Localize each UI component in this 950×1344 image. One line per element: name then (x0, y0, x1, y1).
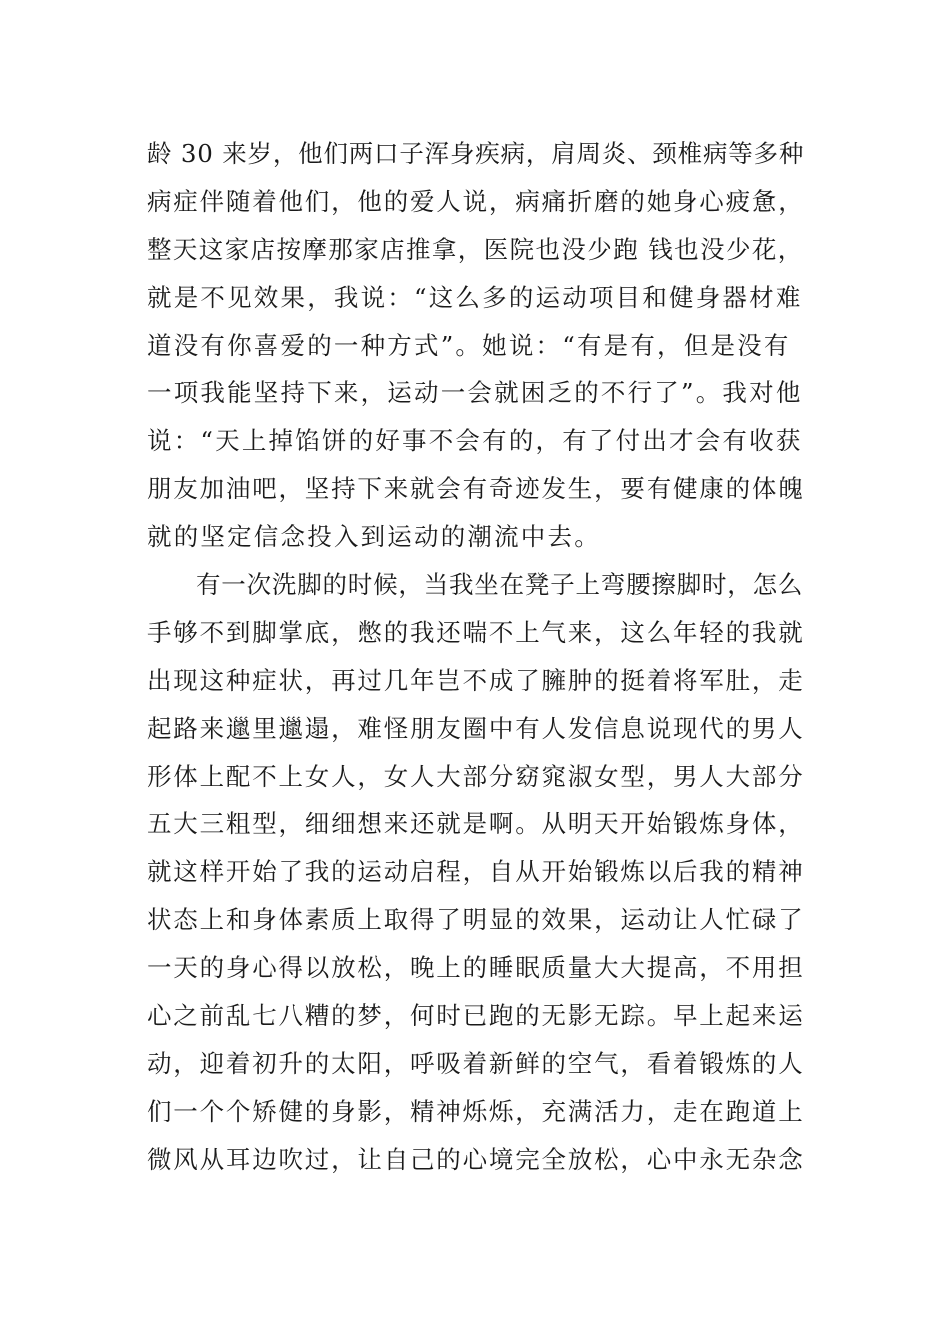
text-line: 整天这家店按摩那家店推拿，医院也没少跑 钱也没少花， (147, 234, 804, 264)
text-line: 道没有你喜爱的一种方式”。她说：“有是有，但是没有 (147, 330, 791, 360)
text-line: 朋友加油吧，坚持下来就会有奇迹发生，要有健康的体魄 (147, 474, 805, 504)
text-line: 出现这种症状，再过几年岂不成了臃肿的挺着将军肚，走 (147, 665, 805, 695)
text-line: 就是不见效果，我说：“这么多的运动项目和健身器材难 (147, 282, 803, 312)
text-line: 状态上和身体素质上取得了明显的效果，运动让人忙碌了 (147, 905, 805, 935)
text-line: 病症伴随着他们，他的爱人说，病痛折磨的她身心疲惫， (147, 186, 805, 216)
text-line: 五大三粗型，细细想来还就是啊。从明天开始锻炼身体， (147, 809, 805, 839)
text-line: 心之前乱七八糟的梦，何时已跑的无影无踪。早上起来运 (147, 1001, 805, 1031)
text-line: 微风从耳边吹过，让自己的心境完全放松，心中永无杂念 (147, 1144, 805, 1174)
text-line: 起路来邋里邋遢，难怪朋友圈中有人发信息说现代的男人 (147, 713, 805, 743)
text-line: 一天的身心得以放松，晚上的睡眠质量大大提高，不用担 (147, 953, 805, 983)
text-line: 动，迎着初升的太阳，呼吸着新鲜的空气，看着锻炼的人 (147, 1048, 805, 1078)
text-line: 说：“天上掉馅饼的好事不会有的，有了付出才会有收获 (147, 426, 803, 456)
text-line: 形体上配不上女人，女人大部分窈窕淑女型，男人大部分 (147, 761, 805, 791)
text-line: 就这样开始了我的运动启程，自从开始锻炼以后我的精神 (147, 857, 805, 887)
text-line: 龄 30 来岁，他们两口子浑身疾病，肩周炎、颈椎病等多种 (147, 139, 805, 168)
text-line: 有一次洗脚的时候，当我坐在凳子上弯腰擦脚时，怎么 (196, 570, 804, 600)
body-text (147, 130, 807, 1184)
paragraph-1 (147, 130, 807, 561)
text-line: 们一个个矫健的身影，精神烁烁，充满活力，走在跑道上 (147, 1096, 805, 1126)
paragraph-2 (147, 561, 807, 1184)
text-line: 一项我能坚持下来，运动一会就困乏的不行了”。我对他 (147, 378, 803, 408)
text-line: 手够不到脚掌底，憋的我还喘不上气来，这么年轻的我就 (147, 617, 805, 647)
text-line: 就的坚定信念投入到运动的潮流中去。 (147, 522, 601, 552)
